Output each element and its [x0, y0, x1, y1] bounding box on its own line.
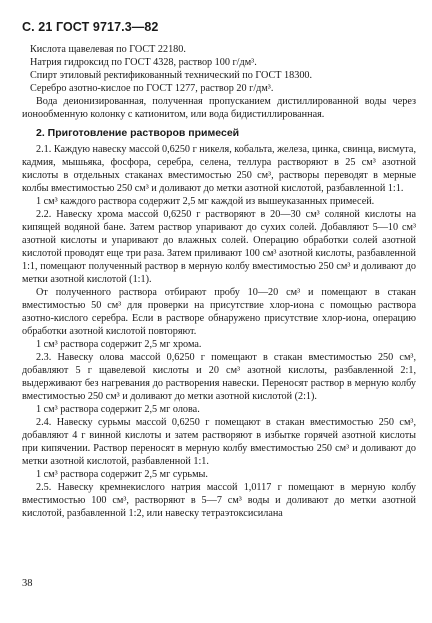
- reagent-line: Вода деионизированная, полученная пропусканием дистиллированной воды через ионообменную колонку с катионитом, или вода бидистиллированная.: [22, 96, 416, 120]
- paragraph: 1 см³ раствора содержит 2,5 мг олова.: [36, 404, 200, 415]
- paragraph: 1 см³ каждого раствора содержит 2,5 мг каждой из вышеуказанных примесей.: [36, 196, 375, 207]
- paragraph: 2.5. Навеску кремнекислого натрия массой 1,0117 г помещают в мерную колбу вместимостью 100 см³, растворяют в 5—7 см³ воды и доливают до метки азотной кислотой, разбавленной 1:2, или навеску тетраэтоксисилана: [22, 482, 416, 519]
- page-header: С. 21 ГОСТ 9717.3—82: [22, 20, 159, 34]
- paragraph: От полученного раствора отбирают пробу 10—20 см³ и помещают в стакан вместимостью 50 см³ для проверки на присутствие хлор-иона с помощью раствора азотно-кислого серебра. Если в растворе обнаружено присутствие хлор-иона, операцию обработки азотной кислотой повторяют.: [22, 287, 416, 337]
- reagent-line: Спирт этиловый ректификованный технический по ГОСТ 18300.: [30, 70, 313, 81]
- reagent-line: Кислота щавелевая по ГОСТ 22180.: [30, 44, 186, 55]
- paragraph: 2.4. Навеску сурьмы массой 0,6250 г помещают в стакан вместимостью 250 см³, добавляют 4 г винной кислоты и затем растворяют в избытке горячей азотной кислоты при кипячении. Раствор переносят в мерную колбу вместимостью 250 см³ и доливают до метки азотной кислотой, разбавленной 1:1.: [22, 417, 416, 467]
- paragraph: 2.1. Каждую навеску массой 0,6250 г никеля, кобальта, железа, цинка, свинца, висмута, кадмия, мышьяка, фосфора, серебра, селена, теллура растворяют в 25 см³ азотной кислоты в отдельных стаканах вместимостью 250 см³, растворы переводят в мерные колбы вместимостью 250 см³ и доливают до метки азотной кислотой, разбавленной 1:1.: [22, 144, 416, 194]
- paragraph: 2.3. Навеску олова массой 0,6250 г помещают в стакан вместимостью 250 см³, добавляют 5 г щавелевой кислоты и 20 см³ азотной кислоты, разбавленной 2:1, выдерживают без нагревания до растворения навески. Переносят раствор в мерную колбу вместимостью 250 см³ и доливают до метки азотной кислотой (2:1).: [22, 352, 416, 402]
- reagent-line: Серебро азотно-кислое по ГОСТ 1277, раствор 20 г/дм³.: [30, 83, 274, 94]
- reagent-line: Натрия гидроксид по ГОСТ 4328, раствор 100 г/дм³.: [30, 57, 257, 68]
- paragraph: 1 см³ раствора содержит 2,5 мг сурьмы.: [36, 469, 208, 480]
- paragraph: 1 см³ раствора содержит 2,5 мг хрома.: [36, 339, 202, 350]
- section-title: 2. Приготовление растворов примесей: [36, 127, 240, 139]
- page-number: 38: [22, 578, 33, 589]
- paragraph: 2.2. Навеску хрома массой 0,6250 г растворяют в 20—30 см³ соляной кислоты на кипящей водяной бане. Затем раствор упаривают до сухих солей. Добавляют 5—10 см³ азотной кислоты и упаривают до влажных солей. Операцию обработки солей азотной кислотой проводят еще три раза. Затем приливают 100 см³ азотной кислоты, разбавленной 1:1, помещают полученный раствор в мерную колбу вместимостью 250 см³ и доливают до метки азотной кислотой (1:1).: [22, 209, 416, 285]
- document-body: [22, 43, 416, 520]
